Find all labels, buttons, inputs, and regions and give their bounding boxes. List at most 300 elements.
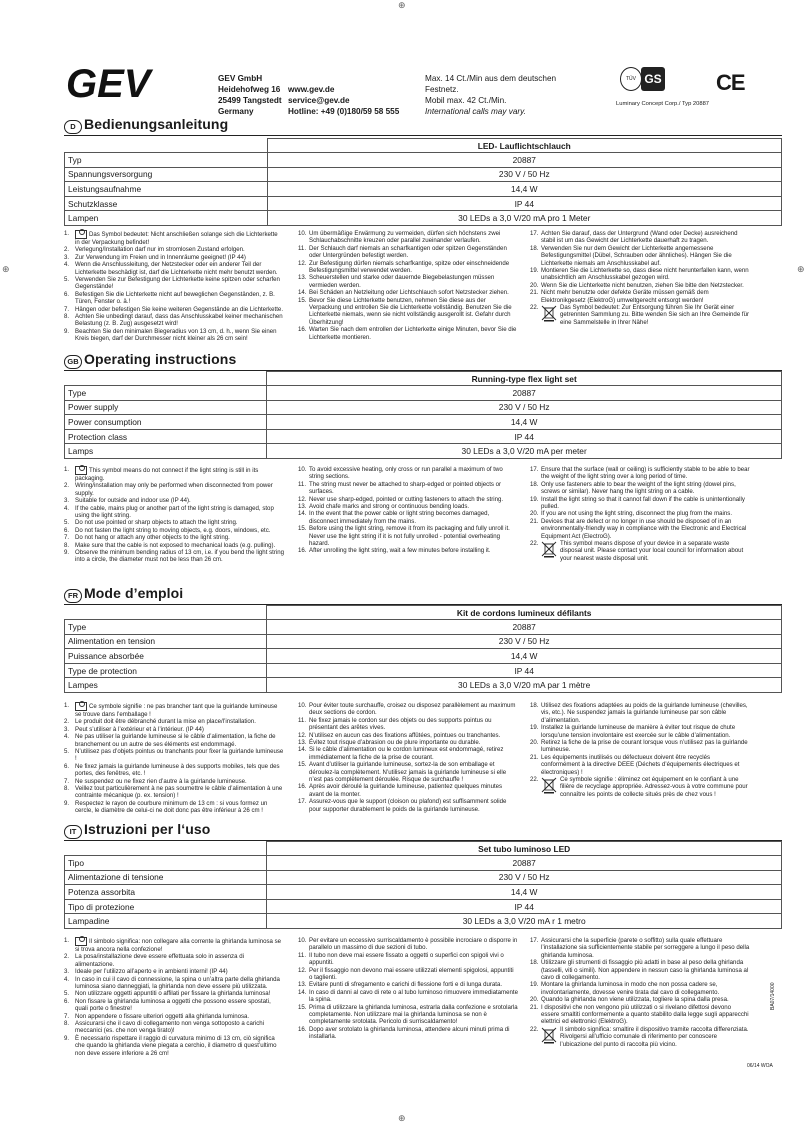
item-text: Ensure that the surface (wall or ceiling) is sufficiently stable to be able to bear the weight of the light string over a long period of time. bbox=[541, 466, 750, 481]
spec-table bbox=[64, 138, 782, 226]
item-text: Wenn die Anschlussleitung, der Netzstecker oder ein anderer Teil der Lichterkette beschädigt ist, darf die Lichterkette nicht mehr benutzt werden. bbox=[75, 261, 278, 276]
item-text: Dopo aver srotolato la ghirlanda luminosa, attendere alcuni minuti prima di installarla. bbox=[309, 1025, 510, 1041]
item-text: Do not hang or attach any other objects to the light string. bbox=[75, 534, 230, 542]
spec-key: Tipo di protezione bbox=[65, 899, 267, 914]
item-text: Assicurarsi che la superficie (parete o soffitto) sulla quale effettuare l’installazione sia sufficientemente stabile per sorreggere a lungo il peso della ghirlanda luminosa. bbox=[541, 937, 750, 959]
instruction-item bbox=[298, 503, 518, 510]
item-number: 22. bbox=[530, 540, 539, 548]
spec-key: Lamps bbox=[65, 444, 267, 459]
tuv-mark-icon: TÜV bbox=[620, 67, 642, 91]
item-text: Prima di utilizzare la ghirlanda luminosa, estrarla dalla confezione e srotolarla completamente. Non utilizzare mai la ghirlanda luminosa se non è completamente srotolata. Pericolo di surriscaldamento! bbox=[309, 1003, 518, 1026]
hotline: Hotline: +49 (0)180/59 58 555 bbox=[288, 107, 400, 116]
item-number: 8. bbox=[64, 313, 70, 321]
item-number: 15. bbox=[298, 296, 307, 304]
crossed-bin-icon bbox=[541, 540, 557, 558]
item-number: 20. bbox=[530, 739, 539, 747]
instruction-item bbox=[530, 754, 750, 776]
item-number: 14. bbox=[298, 988, 307, 996]
instruction-item bbox=[298, 1026, 518, 1041]
spec-key: Type bbox=[65, 386, 267, 401]
instruction-item bbox=[64, 482, 284, 497]
item-number: 3. bbox=[64, 725, 70, 733]
item-number: 1. bbox=[64, 702, 70, 709]
instruction-item bbox=[530, 245, 750, 267]
company-line: Germany bbox=[218, 107, 254, 116]
instruction-item bbox=[530, 776, 750, 798]
section-title: Istruzioni per l‘uso bbox=[84, 821, 211, 837]
item-number: 2. bbox=[64, 246, 70, 254]
spec-key: Leistungsaufnahme bbox=[65, 182, 268, 197]
instruction-item bbox=[64, 1013, 284, 1020]
spec-key: Type de protection bbox=[65, 663, 267, 678]
product-name: Kit de cordons lumineux défilants bbox=[267, 606, 782, 620]
item-text: Ce symbole signifie : éliminez cet équipement en le confiant à une filière de recyclage appropriée. Adressez-vous à votre commune pour connaître les points de collecte situés près de chez vous ! bbox=[560, 776, 748, 798]
item-number: 18. bbox=[530, 702, 539, 709]
company-line: 25499 Tangstedt bbox=[218, 96, 282, 105]
instruction-item bbox=[64, 230, 284, 246]
spec-row bbox=[65, 415, 782, 430]
spec-row bbox=[65, 182, 782, 197]
instruction-item bbox=[298, 260, 518, 275]
instruction-column bbox=[64, 230, 284, 343]
item-number: 12. bbox=[298, 495, 307, 503]
item-text: This symbol means do not connect if the light string is still in its packaging. bbox=[75, 467, 259, 482]
instruction-item bbox=[64, 800, 284, 815]
spec-row bbox=[65, 678, 782, 693]
spec-key: Schutzklasse bbox=[65, 196, 268, 211]
instruction-item bbox=[530, 466, 750, 481]
item-number: 16. bbox=[298, 1025, 307, 1033]
instruction-item bbox=[530, 496, 750, 511]
instruction-item bbox=[530, 518, 750, 540]
spec-row bbox=[65, 444, 782, 459]
instruction-item bbox=[298, 739, 518, 746]
instruction-item bbox=[530, 981, 750, 996]
item-text: Si le câble d’alimentation ou le cordon lumineux est endommagé, retirez immédiatement la fiche de la prise de courant. bbox=[309, 746, 504, 761]
item-text: La posa/installazione deve essere effettuata solo in assenza di alimentazione. bbox=[75, 953, 244, 968]
item-number: 22. bbox=[530, 1025, 539, 1033]
item-number: 1. bbox=[64, 937, 70, 944]
spec-value: 30 LEDs a 3,0 V/20 mA r 1 metro bbox=[267, 914, 782, 929]
instruction-item bbox=[530, 1004, 750, 1026]
instruction-item bbox=[530, 959, 750, 981]
spec-value: 14,4 W bbox=[267, 415, 782, 430]
item-number: 12. bbox=[298, 259, 307, 267]
instruction-item bbox=[530, 289, 750, 304]
spec-key: Alimentazione di tensione bbox=[65, 870, 267, 885]
item-number: 3. bbox=[64, 497, 70, 505]
item-text: Hängen oder befestigen Sie keine weiteren Gegenstände an die Lichterkette. bbox=[75, 305, 284, 313]
spec-value: 20887 bbox=[267, 856, 782, 871]
item-text: Only use fasteners able to bear the weight of the light string (dowel pins, screws or similar). Never hang the light string on a cable. bbox=[541, 480, 736, 496]
print-code: BA07/14000 bbox=[770, 982, 776, 1010]
instruction-item bbox=[530, 1026, 750, 1048]
section-header bbox=[64, 353, 782, 371]
instruction-column bbox=[530, 937, 750, 1048]
item-number: 9. bbox=[64, 549, 70, 557]
item-number: 10. bbox=[298, 466, 307, 473]
spec-row bbox=[65, 663, 782, 678]
item-number: 9. bbox=[64, 799, 70, 807]
item-text: Achten Sie darauf, dass der Untergrund (Wand oder Decke) ausreichend stabil ist um das Gewicht der Lichterkette dauerhaft zu tragen. bbox=[541, 230, 738, 245]
item-number: 3. bbox=[64, 253, 70, 261]
instruction-column bbox=[298, 466, 518, 555]
item-text: I dispositivi che non vengono più utilizzati o si rivelano difettosi devono essere smaltiti conformemente a quanto stabilito dalla legge sugli apparecchi elettrici ed elettronici (ElektroG). bbox=[541, 1003, 749, 1026]
item-text: Bei Schäden an Netzleitung oder Lichtschlauch sofort Netzstecker ziehen. bbox=[309, 289, 509, 297]
item-text: To avoid excessive heating, only cross or run parallel a maximum of two string sections. bbox=[309, 466, 503, 481]
spec-value: IP 44 bbox=[267, 196, 781, 211]
section-header bbox=[64, 118, 782, 136]
instruction-item bbox=[298, 981, 518, 988]
instruction-item bbox=[298, 297, 518, 327]
gev-logo-text: GEV bbox=[66, 64, 151, 104]
item-text: Non appendere o fissare ulteriori oggetti alla ghirlanda luminosa. bbox=[75, 1012, 250, 1020]
item-number: 10. bbox=[298, 230, 307, 237]
item-number: 4. bbox=[64, 261, 70, 269]
spec-key: Power consumption bbox=[65, 415, 267, 430]
spec-key: Lampes bbox=[65, 678, 267, 693]
item-number: 10. bbox=[298, 937, 307, 944]
instruction-column bbox=[530, 466, 750, 562]
item-text: N’utilisez pas d’objets pointus ou tranchants pour fixer la guirlande lumineuse ! bbox=[75, 748, 284, 763]
item-text: Devices that are defect or no longer in use should be disposed of in an environmentally-friendly way in compliance with the Electronic and Electrical Equipment Act (ElectroG). bbox=[541, 517, 747, 540]
ce-mark-icon: CE bbox=[716, 70, 745, 95]
instruction-column bbox=[530, 230, 750, 326]
instruction-item bbox=[64, 937, 284, 953]
item-text: Utilisez des fixations adaptées au poids de la guirlande lumineuse (chevilles, vis, etc.). Ne suspendez jamais la guirlande lumineuse par son câble d’alimentation. bbox=[541, 702, 748, 724]
spec-value: 20887 bbox=[267, 153, 781, 168]
item-number: 8. bbox=[64, 541, 70, 549]
item-number: 19. bbox=[530, 495, 539, 503]
item-text: Quando la ghirlanda non viene utilizzata, togliere la spina dalla presa. bbox=[541, 996, 729, 1004]
spec-value: 20887 bbox=[267, 620, 782, 635]
language-badge: D bbox=[64, 120, 82, 134]
item-text: Ideale per l’utilizzo all’aperto e in ambienti interni! (IP 44) bbox=[75, 968, 228, 976]
spec-row bbox=[65, 386, 782, 401]
spec-value: 230 V / 50 Hz bbox=[267, 167, 781, 182]
spec-table-header-row bbox=[65, 606, 782, 620]
instruction-item bbox=[298, 702, 518, 717]
instruction-item bbox=[298, 717, 518, 732]
item-text: Il tubo non deve mai essere fissato a oggetti o superfici con spigoli vivi o appuntiti. bbox=[309, 951, 504, 967]
item-text: Peut s’utiliser à l’extérieur et à l’intérieur. (IP 44) bbox=[75, 725, 204, 733]
item-text: Il simbolo significa: non collegare alla corrente la ghirlanda luminosa se si trova ancora nella confezione! bbox=[75, 938, 282, 953]
spec-table-header-row bbox=[65, 842, 782, 856]
item-text: In caso in cui il cavo di connessione, la spina o un’altra parte della ghirlanda luminosa siano danneggiati, la ghirlanda non deve essere più utilizzata. bbox=[75, 975, 280, 991]
instruction-item bbox=[298, 496, 518, 503]
crossed-bin-icon bbox=[541, 776, 557, 794]
crossed-bin-icon bbox=[541, 304, 557, 322]
instruction-item bbox=[298, 466, 518, 481]
item-text: Zur Verwendung im Freien und in Innenräume geeignet! (IP 44) bbox=[75, 253, 246, 261]
instruction-item bbox=[64, 976, 284, 991]
spec-row bbox=[65, 211, 782, 226]
item-text: Avoid chafe marks and strong or continuous bending loads. bbox=[309, 503, 470, 511]
instruction-item bbox=[64, 990, 284, 997]
item-number: 13. bbox=[298, 274, 307, 282]
no-connect-in-package-icon bbox=[75, 702, 87, 711]
item-number: 13. bbox=[298, 739, 307, 747]
instruction-item bbox=[298, 746, 518, 761]
instruction-item bbox=[298, 761, 518, 783]
instruction-item bbox=[64, 534, 284, 541]
section-header bbox=[64, 823, 782, 841]
product-name: Running-type flex light set bbox=[267, 372, 782, 386]
item-text: Wenn Sie die Lichterkette nicht benutzen, ziehen Sie bitte den Netzstecker. bbox=[541, 281, 744, 289]
item-text: In the event that the power cable or light string becomes damaged, disconnect immediately from the mains. bbox=[309, 510, 490, 525]
spec-value: IP 44 bbox=[267, 899, 782, 914]
item-number: 17. bbox=[530, 466, 539, 473]
item-text: Non fissare la ghirlanda luminosa a oggetti che possono essere spostati, quali porte o finestre! bbox=[75, 997, 271, 1013]
spec-key: Tipo bbox=[65, 856, 267, 871]
spec-row bbox=[65, 167, 782, 182]
item-text: Evitare punti di sfregamento e carichi di flessione forti e di lunga durata. bbox=[309, 981, 503, 989]
item-number: 11. bbox=[298, 244, 307, 252]
item-number: 8. bbox=[64, 785, 70, 793]
item-text: Assurez-vous que le support (cloison ou plafond) est suffisamment solide pour supporter durablement le poids de la guirlande lumineuse. bbox=[309, 798, 507, 813]
item-text: Utilizzare gli strumenti di fissaggio più adatti in base al peso della ghirlanda (tasselli, viti o simili). Non appendere in nessun caso la ghirlanda luminosa al cavo di collegamento. bbox=[541, 959, 749, 982]
language-badge: IT bbox=[64, 825, 82, 839]
call-cost-line: International calls may vary. bbox=[425, 107, 526, 116]
item-text: Befestigen Sie die Lichterkette nicht auf beweglichen Gegenständen, z. B. Türen, Fenster o. ä.! bbox=[75, 290, 275, 306]
spec-row bbox=[65, 914, 782, 929]
instruction-item bbox=[298, 274, 518, 289]
item-text: Montieren Sie die Lichterkette so, dass diese nicht herunterfallen kann, wenn unabsichtlich am Anschlusskabel gezogen wird. bbox=[541, 267, 749, 282]
item-number: 19. bbox=[530, 981, 539, 989]
spec-row bbox=[65, 400, 782, 415]
instruction-item bbox=[298, 732, 518, 739]
item-text: Beachten Sie den minimalen Biegeradius von 13 cm, d. h., wenn Sie einen Kreis biegen, darf der Durchmesser nicht kleiner als 26 cm sein! bbox=[75, 327, 277, 343]
item-number: 17. bbox=[530, 937, 539, 944]
spec-key: Puissance absorbée bbox=[65, 649, 267, 664]
spec-row bbox=[65, 620, 782, 635]
spec-value: 30 LEDs a 3,0 V/20 mA pro 1 Meter bbox=[267, 211, 781, 226]
item-text: Évitez tout risque d’abrasion ou de plure importante ou durable. bbox=[309, 739, 481, 747]
spec-value: 14,4 W bbox=[267, 182, 781, 197]
instruction-column bbox=[64, 702, 284, 815]
item-text: Le produit doit être débranché durant la mise en place/l’installation. bbox=[75, 718, 256, 726]
language-badge: GB bbox=[64, 355, 82, 369]
product-name: LED- Lauflichtschlauch bbox=[267, 139, 781, 153]
spec-key: Lampadine bbox=[65, 914, 267, 929]
item-text: Make sure that the cable is not exposed to mechanical loads (e.g. pulling). bbox=[75, 541, 276, 549]
item-number: 16. bbox=[298, 326, 307, 334]
spec-key: Lampen bbox=[65, 211, 268, 226]
company-address bbox=[218, 73, 288, 117]
spec-header-blank bbox=[65, 139, 268, 153]
spec-row bbox=[65, 856, 782, 871]
item-number: 20. bbox=[530, 281, 539, 289]
item-text: Install the light string so that it cannot fall down if the cable is unintentionally pulled. bbox=[541, 495, 745, 511]
section-title: Operating instructions bbox=[84, 351, 237, 367]
item-text: Per evitare un eccessivo surriscaldamento è possibile incrociare o disporre in parallelo un massimo di due sezioni di tubo. bbox=[309, 937, 518, 952]
spec-row bbox=[65, 870, 782, 885]
registration-mark-bottom: ⊕ bbox=[398, 1114, 406, 1124]
item-number: 7. bbox=[64, 534, 70, 542]
item-text: Before using the light string, remove it from its packaging and fully unroll it. Never use the light string if it is not fully unrolled - potential overheating hazard. bbox=[309, 525, 510, 548]
item-number: 11. bbox=[298, 716, 307, 724]
item-text: Das Symbol bedeutet: Zur Entsorgung führen Sie Ihr Gerät einer getrennten Sammlung zu. Bitte wenden Sie sich an Ihre Gemeinde für eine Sammelstelle in Ihrer Nähe! bbox=[560, 304, 750, 326]
item-number: 22. bbox=[530, 304, 539, 312]
item-text: Retirez la fiche de la prise de courant lorsque vous n’utilisez pas la guirlande lumineuse. bbox=[541, 739, 748, 754]
spec-row bbox=[65, 649, 782, 664]
item-text: Après avoir déroulé la guirlande lumineuse, patientez quelques minutes avant de la monter. bbox=[309, 783, 503, 798]
item-text: Zur Befestigung dürfen niemals scharfkantige, spitze oder einschneidende Befestigungsmittel verwendet werden. bbox=[309, 259, 510, 275]
spec-value: 230 V / 50 Hz bbox=[267, 634, 782, 649]
item-text: Montare la ghirlanda luminosa in modo che non possa cadere se, involontariamente, dovesse venire tirata dal cavo di collegamento. bbox=[541, 981, 720, 996]
item-number: 9. bbox=[64, 1034, 70, 1042]
instruction-item bbox=[298, 289, 518, 296]
gs-mark-icon: GS bbox=[641, 67, 665, 91]
instruction-item bbox=[298, 230, 518, 245]
company-contact bbox=[288, 84, 418, 117]
spec-value: IP 44 bbox=[267, 663, 782, 678]
item-number: 5. bbox=[64, 519, 70, 527]
item-number: 22. bbox=[530, 776, 539, 784]
item-number: 14. bbox=[298, 510, 307, 518]
instruction-item bbox=[64, 519, 284, 526]
item-text: Verwenden Sie nur dem Gewicht der Lichterkette angemessene Befestigungsmittel (Dübel, Schrauben oder ähnliches). Hängen Sie die Lichterkette niemals am Anschlusskabel auf. bbox=[541, 244, 732, 267]
item-number: 9. bbox=[64, 327, 70, 335]
spec-row bbox=[65, 634, 782, 649]
instruction-column bbox=[64, 466, 284, 564]
instruction-column bbox=[64, 937, 284, 1057]
crossed-bin-icon bbox=[541, 1026, 557, 1044]
instruction-item bbox=[64, 778, 284, 785]
item-text: Non utilizzare oggetti appuntiti o affilati per fissare la ghirlanda luminosa! bbox=[75, 990, 271, 998]
instruction-item bbox=[64, 702, 284, 718]
item-text: Suitable for outside and indoor use (IP 44). bbox=[75, 497, 191, 505]
item-number: 4. bbox=[64, 975, 70, 983]
spec-key: Potenza assorbita bbox=[65, 885, 267, 900]
item-number: 18. bbox=[530, 244, 539, 252]
spec-key: Typ bbox=[65, 153, 268, 168]
instruction-item bbox=[298, 510, 518, 525]
item-text: Respectez le rayon de courbure minimum de 13 cm : si vous formez un cercle, le diamètre de celui-ci ne doit donc pas être inférieur à 26 cm ! bbox=[75, 799, 268, 815]
instruction-column bbox=[298, 702, 518, 813]
item-number: 20. bbox=[530, 510, 539, 518]
instruction-item bbox=[298, 326, 518, 341]
instruction-item bbox=[64, 542, 284, 549]
item-number: 21. bbox=[530, 517, 539, 525]
item-text: Das Symbol bedeutet: Nicht anschließen solange sich die Lichterkette in der Verpackung befindet! bbox=[75, 231, 278, 246]
item-text: Ne fixez jamais le cordon sur des objets ou des supports pointus ou présentant des arêtes vives. bbox=[309, 716, 492, 732]
item-text: N’utilisez en aucun cas des fixations affûtées, pointues ou tranchantes. bbox=[309, 731, 501, 739]
instruction-item bbox=[64, 313, 284, 328]
registration-mark-left: ⊕ bbox=[2, 265, 10, 275]
spec-key: Spannungsversorgung bbox=[65, 167, 268, 182]
instruction-item bbox=[64, 549, 284, 564]
instruction-item bbox=[298, 937, 518, 952]
spec-table bbox=[64, 605, 782, 693]
item-text: Um übermäßige Erwärmung zu vermeiden, dürfen sich höchstens zwei Schlauchabschnitte kreuzen oder parallel zueinander verlaufen. bbox=[309, 230, 501, 245]
spec-header-blank bbox=[65, 372, 267, 386]
item-text: Il simbolo significa: smaltire il dispositivo tramite raccolta differenziata. Rivolgersi all’ufficio comunale di riferimento per conoscere l’ubicazione del punto di raccolta più vicino. bbox=[560, 1025, 749, 1048]
item-number: 1. bbox=[64, 230, 70, 237]
instruction-column bbox=[530, 702, 750, 798]
item-text: If the cable, mains plug or another part of the light string is damaged, stop using the light string. bbox=[75, 504, 274, 520]
instruction-item bbox=[64, 261, 284, 276]
website-link[interactable]: www.gev.de bbox=[288, 85, 335, 94]
item-number: 18. bbox=[530, 480, 539, 488]
item-number: 11. bbox=[298, 951, 307, 959]
spec-value: 230 V / 50 Hz bbox=[267, 400, 782, 415]
instruction-item bbox=[64, 733, 284, 748]
product-name: Set tubo luminoso LED bbox=[267, 842, 782, 856]
item-number: 3. bbox=[64, 968, 70, 976]
spec-header-blank bbox=[65, 606, 267, 620]
spec-value: 20887 bbox=[267, 386, 782, 401]
instruction-item bbox=[64, 748, 284, 763]
item-number: 11. bbox=[298, 480, 307, 488]
item-text: The string must never be attached to sharp-edged or pointed objects or surfaces. bbox=[309, 480, 502, 496]
item-number: 5. bbox=[64, 990, 70, 998]
item-text: Do not use pointed or sharp objects to attach the light string. bbox=[75, 519, 238, 527]
spec-value: 14,4 W bbox=[267, 649, 782, 664]
item-number: 6. bbox=[64, 290, 70, 298]
item-text: Les équipements inutilisés ou défectueux doivent être recyclés conformément à la directive DEEE (Déchets d’équipements électriques et électroniques) ! bbox=[541, 753, 740, 776]
item-number: 7. bbox=[64, 1012, 70, 1020]
instruction-item bbox=[64, 953, 284, 968]
item-number: 20. bbox=[530, 996, 539, 1004]
item-text: Wiring/installation may only be performed when disconnected from power supply. bbox=[75, 482, 273, 497]
instruction-item bbox=[530, 510, 750, 517]
item-number: 2. bbox=[64, 482, 70, 490]
item-number: 14. bbox=[298, 289, 307, 297]
item-number: 15. bbox=[298, 761, 307, 769]
instruction-item bbox=[64, 998, 284, 1013]
instruction-item bbox=[298, 245, 518, 260]
item-text: Verlegung/Installation darf nur im stromlosen Zustand erfolgen. bbox=[75, 246, 245, 254]
instruction-item bbox=[64, 763, 284, 778]
call-cost-line: Max. 14 Ct./Min aus dem deutschen Festnetz. bbox=[425, 74, 557, 94]
item-text: Avant d’utiliser la guirlande lumineuse, sortez-la de son emballage et déroulez-la complètement. N’utilisez jamais la guirlande lumineuse si elle n’est pas complètement déroulée. Risque de surchauffe ! bbox=[309, 761, 507, 784]
item-text: In caso di danni al cavo di rete o al tubo luminoso rimuovere immediatamente la spina. bbox=[309, 988, 518, 1004]
item-number: 15. bbox=[298, 1003, 307, 1011]
instruction-item bbox=[530, 739, 750, 754]
item-text: Ne suspendez ou ne fixez rien d’autre à la guirlande lumineuse. bbox=[75, 777, 247, 785]
email-link[interactable]: service@gev.de bbox=[288, 96, 350, 105]
spec-value: 30 LEDs a 3,0 V/20 mA per meter bbox=[267, 444, 782, 459]
item-number: 6. bbox=[64, 997, 70, 1005]
section-header bbox=[64, 587, 782, 605]
instruction-item bbox=[530, 724, 750, 739]
call-cost-note bbox=[425, 73, 575, 117]
item-text: Per il fissaggio non devono mai essere utilizzati elementi spigolosi, appuntiti o taglienti. bbox=[309, 966, 514, 982]
item-number: 21. bbox=[530, 289, 539, 297]
item-text: Warten Sie nach dem entrollen der Lichterkette einige Minuten, bevor Sie die Lichterkette montieren. bbox=[309, 326, 517, 341]
item-text: Observe the minimum bending radius of 13 cm, i.e. if you bend the light string into a circle, the diameter must not be less than 26 cm. bbox=[75, 549, 284, 564]
spec-table bbox=[64, 371, 782, 459]
instruction-item bbox=[298, 783, 518, 798]
item-number: 2. bbox=[64, 718, 70, 726]
instruction-item bbox=[64, 527, 284, 534]
spec-row bbox=[65, 885, 782, 900]
no-connect-in-package-icon bbox=[75, 466, 87, 475]
item-number: 17. bbox=[530, 230, 539, 237]
instruction-item bbox=[298, 989, 518, 1004]
instruction-column bbox=[298, 937, 518, 1041]
instruction-item bbox=[530, 267, 750, 282]
instruction-item bbox=[298, 1004, 518, 1026]
section-title: Bedienungsanleitung bbox=[84, 116, 229, 132]
instruction-item bbox=[298, 967, 518, 982]
instruction-item bbox=[530, 996, 750, 1003]
item-text: Veillez tout particulièrement à ne pas soumettre le câble d’alimentation à une contrainte mécanique (p. ex. tension) ! bbox=[75, 785, 283, 800]
item-number: 4. bbox=[64, 504, 70, 512]
item-text: Do not fasten the light string to moving objects, e.g. doors, windows, etc. bbox=[75, 526, 271, 534]
print-date: 06/14 WOA bbox=[747, 1063, 773, 1069]
